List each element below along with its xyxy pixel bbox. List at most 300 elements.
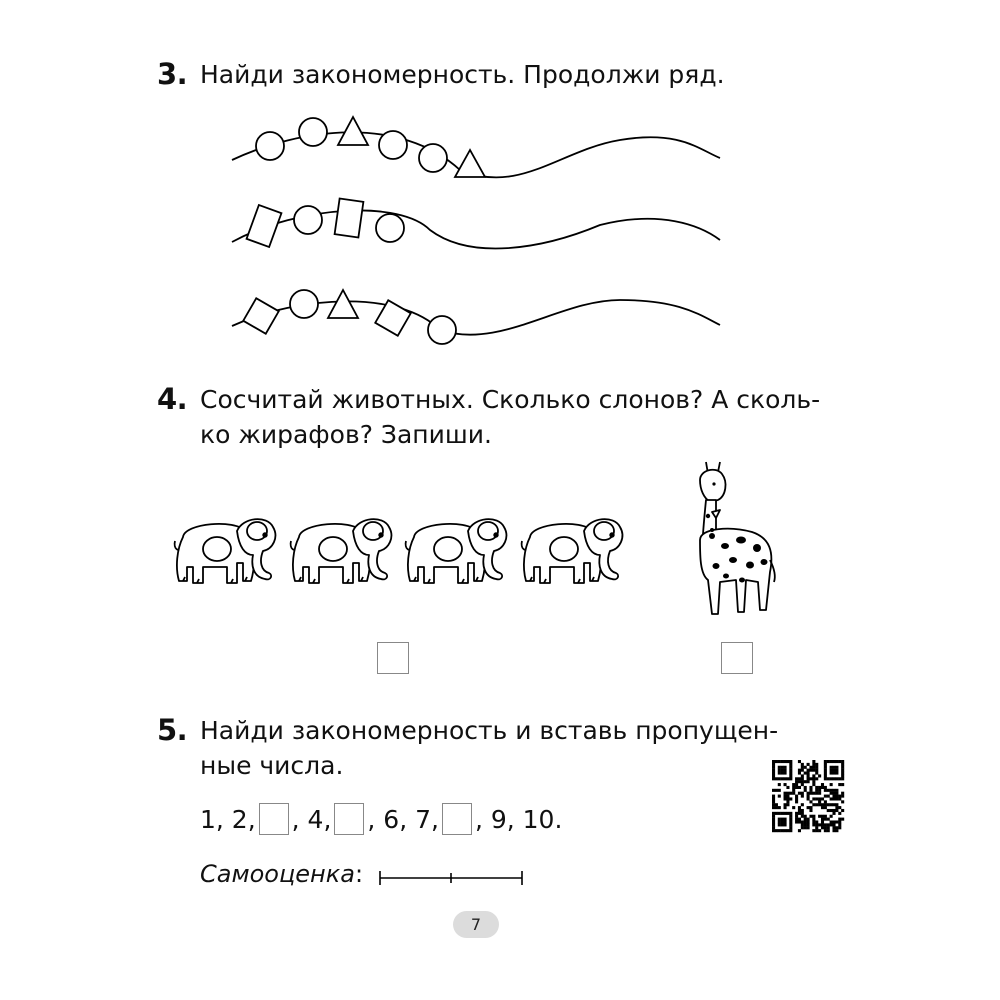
- qr-module: [824, 826, 827, 829]
- qr-module: [775, 829, 778, 832]
- qr-module: [789, 769, 792, 772]
- qr-module: [818, 829, 821, 832]
- qr-module: [841, 766, 844, 769]
- qr-module: [801, 815, 804, 818]
- qr-module: [835, 829, 838, 832]
- qr-module: [784, 806, 787, 809]
- qr-module: [841, 818, 844, 821]
- sequence-part-4: , 9, 10.: [474, 804, 563, 834]
- task-4-line-2: ко жирафов? Запиши.: [200, 420, 492, 449]
- qr-module: [798, 772, 801, 775]
- qr-module: [821, 818, 824, 821]
- qr-module: [801, 795, 804, 798]
- qr-module: [798, 760, 801, 763]
- qr-module: [804, 820, 807, 823]
- qr-module: [772, 800, 775, 803]
- qr-module: [795, 795, 798, 798]
- qr-module: [801, 763, 804, 766]
- qr-module: [807, 780, 810, 783]
- qr-module: [801, 766, 804, 769]
- task-5-line-2: ные числа.: [200, 751, 344, 780]
- qr-module: [772, 826, 775, 829]
- qr-module: [798, 806, 801, 809]
- qr-module: [832, 769, 835, 772]
- qr-module: [801, 823, 804, 826]
- qr-module: [824, 766, 827, 769]
- qr-module: [841, 777, 844, 780]
- task-3-line-1: Найди закономерность. Продолжи ряд.: [200, 60, 725, 89]
- qr-module: [830, 792, 833, 795]
- qr-module: [781, 829, 784, 832]
- qr-module: [789, 763, 792, 766]
- qr-module: [795, 783, 798, 786]
- qr-module: [809, 815, 812, 818]
- qr-module: [778, 818, 781, 821]
- qr-module: [830, 803, 833, 806]
- qr-module: [807, 777, 810, 780]
- qr-module: [830, 772, 833, 775]
- qr-module: [772, 777, 775, 780]
- qr-module: [772, 766, 775, 769]
- qr-module: [807, 795, 810, 798]
- qr-module: [835, 795, 838, 798]
- qr-module: [778, 769, 781, 772]
- qr-module: [801, 780, 804, 783]
- qr-module: [809, 800, 812, 803]
- qr-module: [818, 797, 821, 800]
- qr-module: [778, 795, 781, 798]
- qr-module: [778, 772, 781, 775]
- self-assessment-colon: :: [354, 860, 364, 888]
- qr-module: [784, 820, 787, 823]
- qr-module: [807, 769, 810, 772]
- qr-module: [835, 797, 838, 800]
- qr-module: [815, 803, 818, 806]
- qr-module: [841, 772, 844, 775]
- bead-diamond: [243, 298, 279, 334]
- bead-rectangle: [335, 199, 364, 238]
- qr-module: [784, 795, 787, 798]
- qr-module: [789, 774, 792, 777]
- qr-module: [835, 777, 838, 780]
- sequence-blank-3[interactable]: [442, 803, 472, 835]
- qr-module: [835, 806, 838, 809]
- qr-module: [815, 777, 818, 780]
- qr-module: [807, 826, 810, 829]
- task-4-text: [200, 382, 820, 452]
- qr-module: [775, 806, 778, 809]
- qr-module: [830, 789, 833, 792]
- qr-module: [784, 766, 787, 769]
- qr-module: [812, 818, 815, 821]
- qr-module: [838, 823, 841, 826]
- qr-module: [812, 777, 815, 780]
- qr-module: [809, 792, 812, 795]
- qr-module: [795, 780, 798, 783]
- qr-module: [815, 789, 818, 792]
- qr-module: [821, 826, 824, 829]
- qr-module: [807, 774, 810, 777]
- qr-module: [809, 777, 812, 780]
- qr-module: [821, 820, 824, 823]
- qr-module: [832, 823, 835, 826]
- qr-module: [778, 829, 781, 832]
- qr-module: [789, 760, 792, 763]
- bead-circle: [419, 144, 447, 172]
- qr-module: [824, 760, 827, 763]
- qr-module: [812, 829, 815, 832]
- qr-module: [778, 823, 781, 826]
- qr-module: [775, 789, 778, 792]
- qr-module: [835, 772, 838, 775]
- qr-module: [784, 803, 787, 806]
- qr-module: [835, 820, 838, 823]
- qr-module: [827, 823, 830, 826]
- qr-module: [772, 823, 775, 826]
- qr-module: [798, 777, 801, 780]
- qr-module: [824, 789, 827, 792]
- qr-module: [824, 772, 827, 775]
- qr-module: [772, 760, 775, 763]
- qr-module: [827, 818, 830, 821]
- qr-module: [821, 823, 824, 826]
- qr-module: [824, 803, 827, 806]
- bead-circle: [376, 214, 404, 242]
- qr-module: [824, 815, 827, 818]
- qr-module: [835, 766, 838, 769]
- qr-module: [835, 760, 838, 763]
- qr-module: [812, 803, 815, 806]
- qr-module: [792, 783, 795, 786]
- qr-module: [775, 777, 778, 780]
- qr-module: [775, 803, 778, 806]
- qr-module: [830, 815, 833, 818]
- qr-module: [824, 818, 827, 821]
- qr-module: [781, 818, 784, 821]
- qr-module: [786, 797, 789, 800]
- page-number: 7: [453, 911, 499, 938]
- qr-module: [798, 812, 801, 815]
- qr-module: [827, 760, 830, 763]
- qr-module: [772, 772, 775, 775]
- qr-module: [832, 812, 835, 815]
- qr-module: [786, 760, 789, 763]
- qr-module: [792, 789, 795, 792]
- qr-module: [804, 826, 807, 829]
- qr-module: [789, 818, 792, 821]
- qr-module: [795, 820, 798, 823]
- qr-module: [804, 772, 807, 775]
- sequence-part-3: , 6, 7,: [367, 804, 439, 834]
- qr-module: [795, 797, 798, 800]
- qr-module: [786, 812, 789, 815]
- qr-module: [832, 803, 835, 806]
- elephant-icon: [291, 519, 392, 583]
- qr-module: [801, 783, 804, 786]
- qr-module: [824, 763, 827, 766]
- qr-module: [795, 777, 798, 780]
- qr-module: [807, 818, 810, 821]
- qr-module: [804, 780, 807, 783]
- qr-module: [832, 829, 835, 832]
- task-5-text: [200, 713, 778, 783]
- bead-string-row-3: [232, 300, 720, 335]
- qr-module: [812, 797, 815, 800]
- qr-module: [809, 769, 812, 772]
- bead-string-row-2: [232, 210, 720, 248]
- qr-module: [818, 786, 821, 789]
- qr-module: [781, 812, 784, 815]
- qr-module: [789, 766, 792, 769]
- qr-module: [781, 769, 784, 772]
- qr-module: [827, 803, 830, 806]
- qr-module: [784, 760, 787, 763]
- qr-module: [784, 823, 787, 826]
- bead-diamond: [375, 300, 411, 336]
- qr-module: [838, 760, 841, 763]
- qr-module: [772, 815, 775, 818]
- qr-module: [841, 800, 844, 803]
- qr-module: [827, 789, 830, 792]
- qr-module: [804, 789, 807, 792]
- qr-module: [812, 763, 815, 766]
- bead-rectangle: [247, 205, 282, 247]
- qr-module: [832, 820, 835, 823]
- task-3-text: [200, 57, 725, 92]
- qr-module: [772, 812, 775, 815]
- qr-module: [784, 812, 787, 815]
- qr-module: [772, 820, 775, 823]
- qr-module: [772, 829, 775, 832]
- qr-module: [838, 783, 841, 786]
- task-5-line-1: Найди закономерность и вставь пропущен-: [200, 716, 779, 745]
- qr-module: [830, 769, 833, 772]
- qr-module: [784, 783, 787, 786]
- qr-module: [795, 812, 798, 815]
- qr-module: [807, 763, 810, 766]
- qr-module: [838, 826, 841, 829]
- qr-module: [786, 803, 789, 806]
- qr-module: [778, 812, 781, 815]
- qr-module: [815, 823, 818, 826]
- qr-module: [801, 826, 804, 829]
- qr-module: [809, 766, 812, 769]
- qr-module: [784, 772, 787, 775]
- qr-module: [798, 769, 801, 772]
- qr-module: [789, 792, 792, 795]
- qr-module: [832, 760, 835, 763]
- qr-module: [798, 809, 801, 812]
- qr-module: [775, 760, 778, 763]
- qr-module: [801, 777, 804, 780]
- qr-module: [798, 780, 801, 783]
- bead-string-row-1: [232, 132, 720, 177]
- qr-module: [798, 820, 801, 823]
- qr-module: [795, 786, 798, 789]
- qr-module: [781, 760, 784, 763]
- answer-box-giraffes[interactable]: [721, 642, 753, 674]
- bead-triangle: [455, 150, 485, 177]
- qr-module: [821, 806, 824, 809]
- qr-module: [812, 792, 815, 795]
- qr-module: [807, 772, 810, 775]
- qr-module: [832, 789, 835, 792]
- qr-module: [815, 763, 818, 766]
- qr-module: [818, 803, 821, 806]
- qr-module: [795, 818, 798, 821]
- qr-module: [812, 769, 815, 772]
- qr-module: [804, 766, 807, 769]
- qr-module: [827, 809, 830, 812]
- qr-module: [772, 806, 775, 809]
- qr-module: [824, 829, 827, 832]
- qr-module: [835, 769, 838, 772]
- sequence-blank-1[interactable]: [259, 803, 289, 835]
- qr-module: [772, 763, 775, 766]
- qr-module: [801, 820, 804, 823]
- qr-module: [841, 792, 844, 795]
- qr-module: [818, 800, 821, 803]
- task-4-line-1: Сосчитай животных. Сколько слонов? А сколь-: [200, 385, 821, 414]
- qr-module: [827, 829, 830, 832]
- qr-module: [778, 783, 781, 786]
- elephant-icon: [175, 519, 276, 583]
- elephant-icon: [522, 519, 623, 583]
- qr-module: [841, 809, 844, 812]
- qr-module: [801, 809, 804, 812]
- qr-module: [821, 815, 824, 818]
- qr-module: [830, 777, 833, 780]
- sequence-part-1: 1, 2,: [200, 804, 256, 834]
- qr-module: [815, 769, 818, 772]
- qr-module: [798, 829, 801, 832]
- qr-module: [824, 774, 827, 777]
- bead-circle: [256, 132, 284, 160]
- qr-module: [809, 806, 812, 809]
- qr-module: [809, 809, 812, 812]
- qr-module: [772, 818, 775, 821]
- qr-module: [801, 792, 804, 795]
- qr-module: [830, 809, 833, 812]
- qr-module: [835, 809, 838, 812]
- qr-module: [812, 774, 815, 777]
- qr-module: [812, 780, 815, 783]
- qr-module: [812, 783, 815, 786]
- bead-circle: [299, 118, 327, 146]
- bead-circle: [379, 131, 407, 159]
- qr-module: [784, 769, 787, 772]
- qr-module: [830, 766, 833, 769]
- qr-module: [807, 797, 810, 800]
- qr-module: [841, 774, 844, 777]
- qr-module: [801, 769, 804, 772]
- qr-module: [786, 829, 789, 832]
- qr-module: [775, 812, 778, 815]
- qr-module: [830, 760, 833, 763]
- qr-module: [784, 818, 787, 821]
- qr-module: [818, 823, 821, 826]
- qr-module: [798, 792, 801, 795]
- qr-module: [815, 766, 818, 769]
- qr-module: [772, 797, 775, 800]
- qr-module: [809, 789, 812, 792]
- qr-module: [807, 792, 810, 795]
- qr-module: [778, 806, 781, 809]
- qr-module: [778, 820, 781, 823]
- qr-module: [835, 789, 838, 792]
- qr-module: [812, 815, 815, 818]
- task-5-number: 5.: [157, 713, 188, 747]
- answer-box-elephants[interactable]: [377, 642, 409, 674]
- qr-module: [812, 760, 815, 763]
- qr-module: [832, 809, 835, 812]
- qr-module: [798, 818, 801, 821]
- qr-module: [818, 792, 821, 795]
- qr-module: [838, 806, 841, 809]
- qr-module: [841, 795, 844, 798]
- qr-module: [772, 789, 775, 792]
- task-3-number: 3.: [157, 57, 188, 91]
- qr-module: [786, 795, 789, 798]
- qr-module: [812, 766, 815, 769]
- qr-module: [824, 806, 827, 809]
- qr-module: [784, 792, 787, 795]
- bead-circle: [428, 316, 456, 344]
- qr-module: [772, 774, 775, 777]
- qr-module: [824, 786, 827, 789]
- qr-module: [789, 812, 792, 815]
- qr-module: [821, 797, 824, 800]
- qr-module: [801, 774, 804, 777]
- qr-module: [832, 792, 835, 795]
- qr-module: [838, 820, 841, 823]
- qr-module: [778, 789, 781, 792]
- sequence-blank-2[interactable]: [334, 803, 364, 835]
- qr-module: [830, 797, 833, 800]
- qr-code-icon: [772, 760, 844, 832]
- qr-module: [798, 786, 801, 789]
- qr-module: [792, 806, 795, 809]
- qr-module: [781, 820, 784, 823]
- number-sequence: [200, 803, 562, 835]
- qr-module: [801, 803, 804, 806]
- qr-module: [824, 800, 827, 803]
- qr-module: [789, 772, 792, 775]
- qr-module: [815, 826, 818, 829]
- bead-triangle: [338, 117, 368, 145]
- qr-module: [815, 820, 818, 823]
- qr-module: [841, 769, 844, 772]
- qr-module: [832, 772, 835, 775]
- qr-module: [789, 815, 792, 818]
- qr-module: [815, 829, 818, 832]
- bead-triangle: [328, 290, 358, 318]
- qr-module: [789, 820, 792, 823]
- qr-module: [830, 783, 833, 786]
- qr-module: [807, 806, 810, 809]
- qr-module: [821, 786, 824, 789]
- qr-module: [841, 763, 844, 766]
- task-4-number: 4.: [157, 382, 188, 416]
- qr-module: [781, 823, 784, 826]
- qr-module: [824, 795, 827, 798]
- qr-module: [841, 760, 844, 763]
- self-assessment: [200, 860, 363, 888]
- qr-module: [804, 818, 807, 821]
- qr-module: [815, 792, 818, 795]
- qr-module: [832, 766, 835, 769]
- qr-module: [812, 820, 815, 823]
